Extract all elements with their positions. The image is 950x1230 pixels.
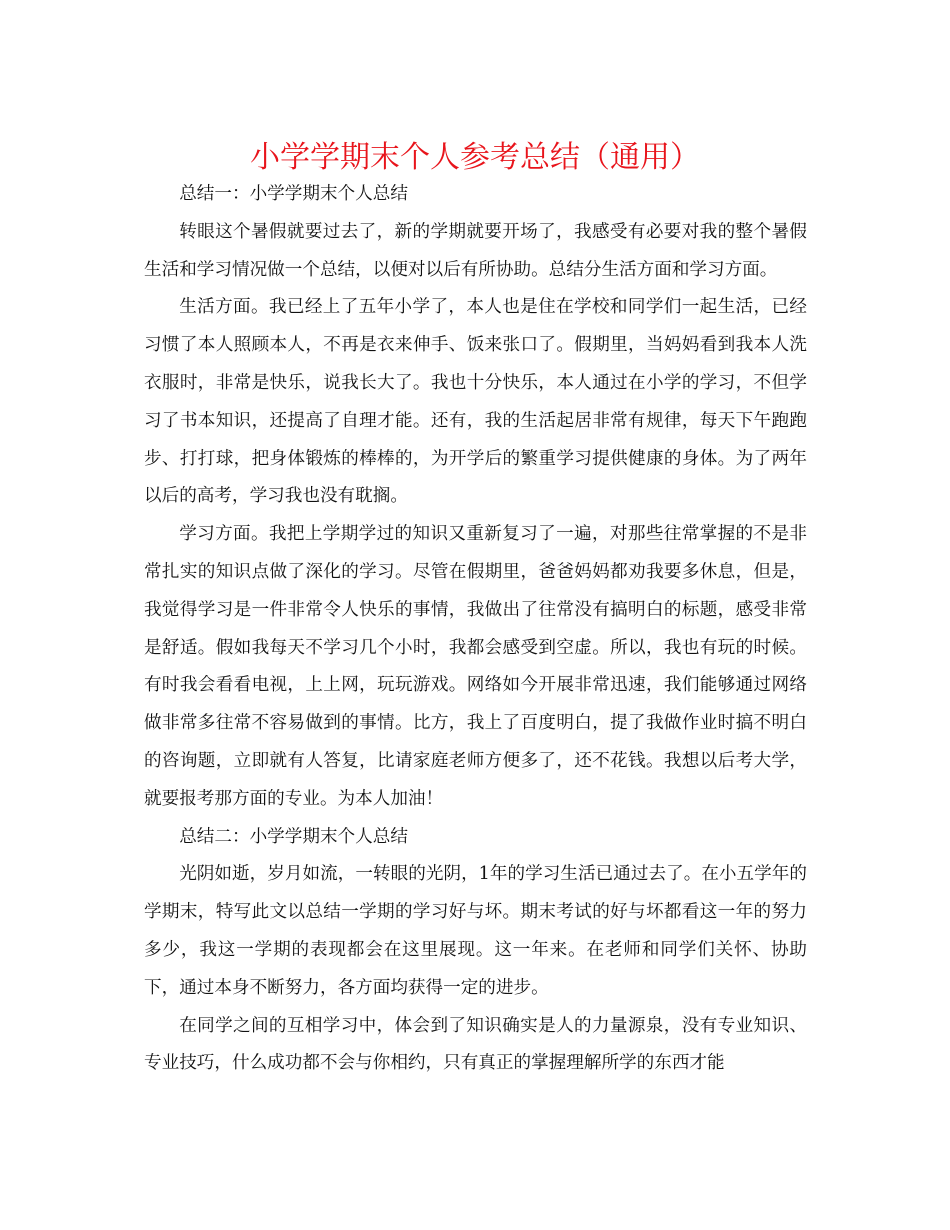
document-title: 小学学期末个人参考总结（通用） <box>250 140 700 175</box>
document-body <box>144 176 807 1083</box>
section-heading-1: 总结一：小学学期末个人总结 <box>179 184 408 204</box>
section-heading-2: 总结二：小学学期末个人总结 <box>179 826 408 847</box>
paragraph: 光阴如逝，岁月如流，一转眼的光阴，1年的学习生活已通过去了。在小五学年的学期末，特写此文以总结一学期的学习好与坏。期末考试的好与坏都看这一年的努力多少，我这一学期的表现都会在这里展现。这一年来。在老师和同学们关怀、协助下，通过本身不断努力，各方面均获得一定的进步。 <box>144 864 807 998</box>
paragraph: 生活方面。我已经上了五年小学了，本人也是住在学校和同学们一起生活，已经习惯了本人照顾本人，不再是衣来伸手、饭来张口了。假期里，当妈妈看到我本人洗衣服时，非常是快乐，说我长大了。我也十分快乐，本人通过在小学的学习，不但学习了书本知识，还提高了自理才能。还有，我的生活起居非常有规律，每天下午跑跑步、打打球，把身体锻炼的棒棒的，为开学后的繁重学习提供健康的身体。为了两年以后的高考，学习我也没有耽搁。 <box>144 297 807 507</box>
paragraph: 在同学之间的互相学习中，体会到了知识确实是人的力量源泉，没有专业知识、专业技巧，什么成功都不会与你相约，只有真正的掌握理解所学的东西才能 <box>144 1015 807 1074</box>
paragraph: 转眼这个暑假就要过去了，新的学期就要开场了，我感受有必要对我的整个暑假生活和学习情况做一个总结，以便对以后有所协助。总结分生活方面和学习方面。 <box>144 221 807 280</box>
paragraph: 学习方面。我把上学期学过的知识又重新复习了一遍，对那些往常掌握的不是非常扎实的知识点做了深化的学习。尽管在假期里，爸爸妈妈都劝我要多休息，但是，我觉得学习是一件非常令人快乐的事情，我做出了往常没有搞明白的标题，感受非常是舒适。假如我每天不学习几个小时，我都会感受到空虚。所以，我也有玩的时候。有时我会看看电视，上上网，玩玩游戏。网络如今开展非常迅速，我们能够通过网络做非常多往常不容易做到的事情。比方，我上了百度明白，提了我做作业时搞不明白的咨询题，立即就有人答复，比请家庭老师方便多了，还不花钱。我想以后考大学，就要报考那方面的专业。为本人加油！ <box>144 524 807 809</box>
